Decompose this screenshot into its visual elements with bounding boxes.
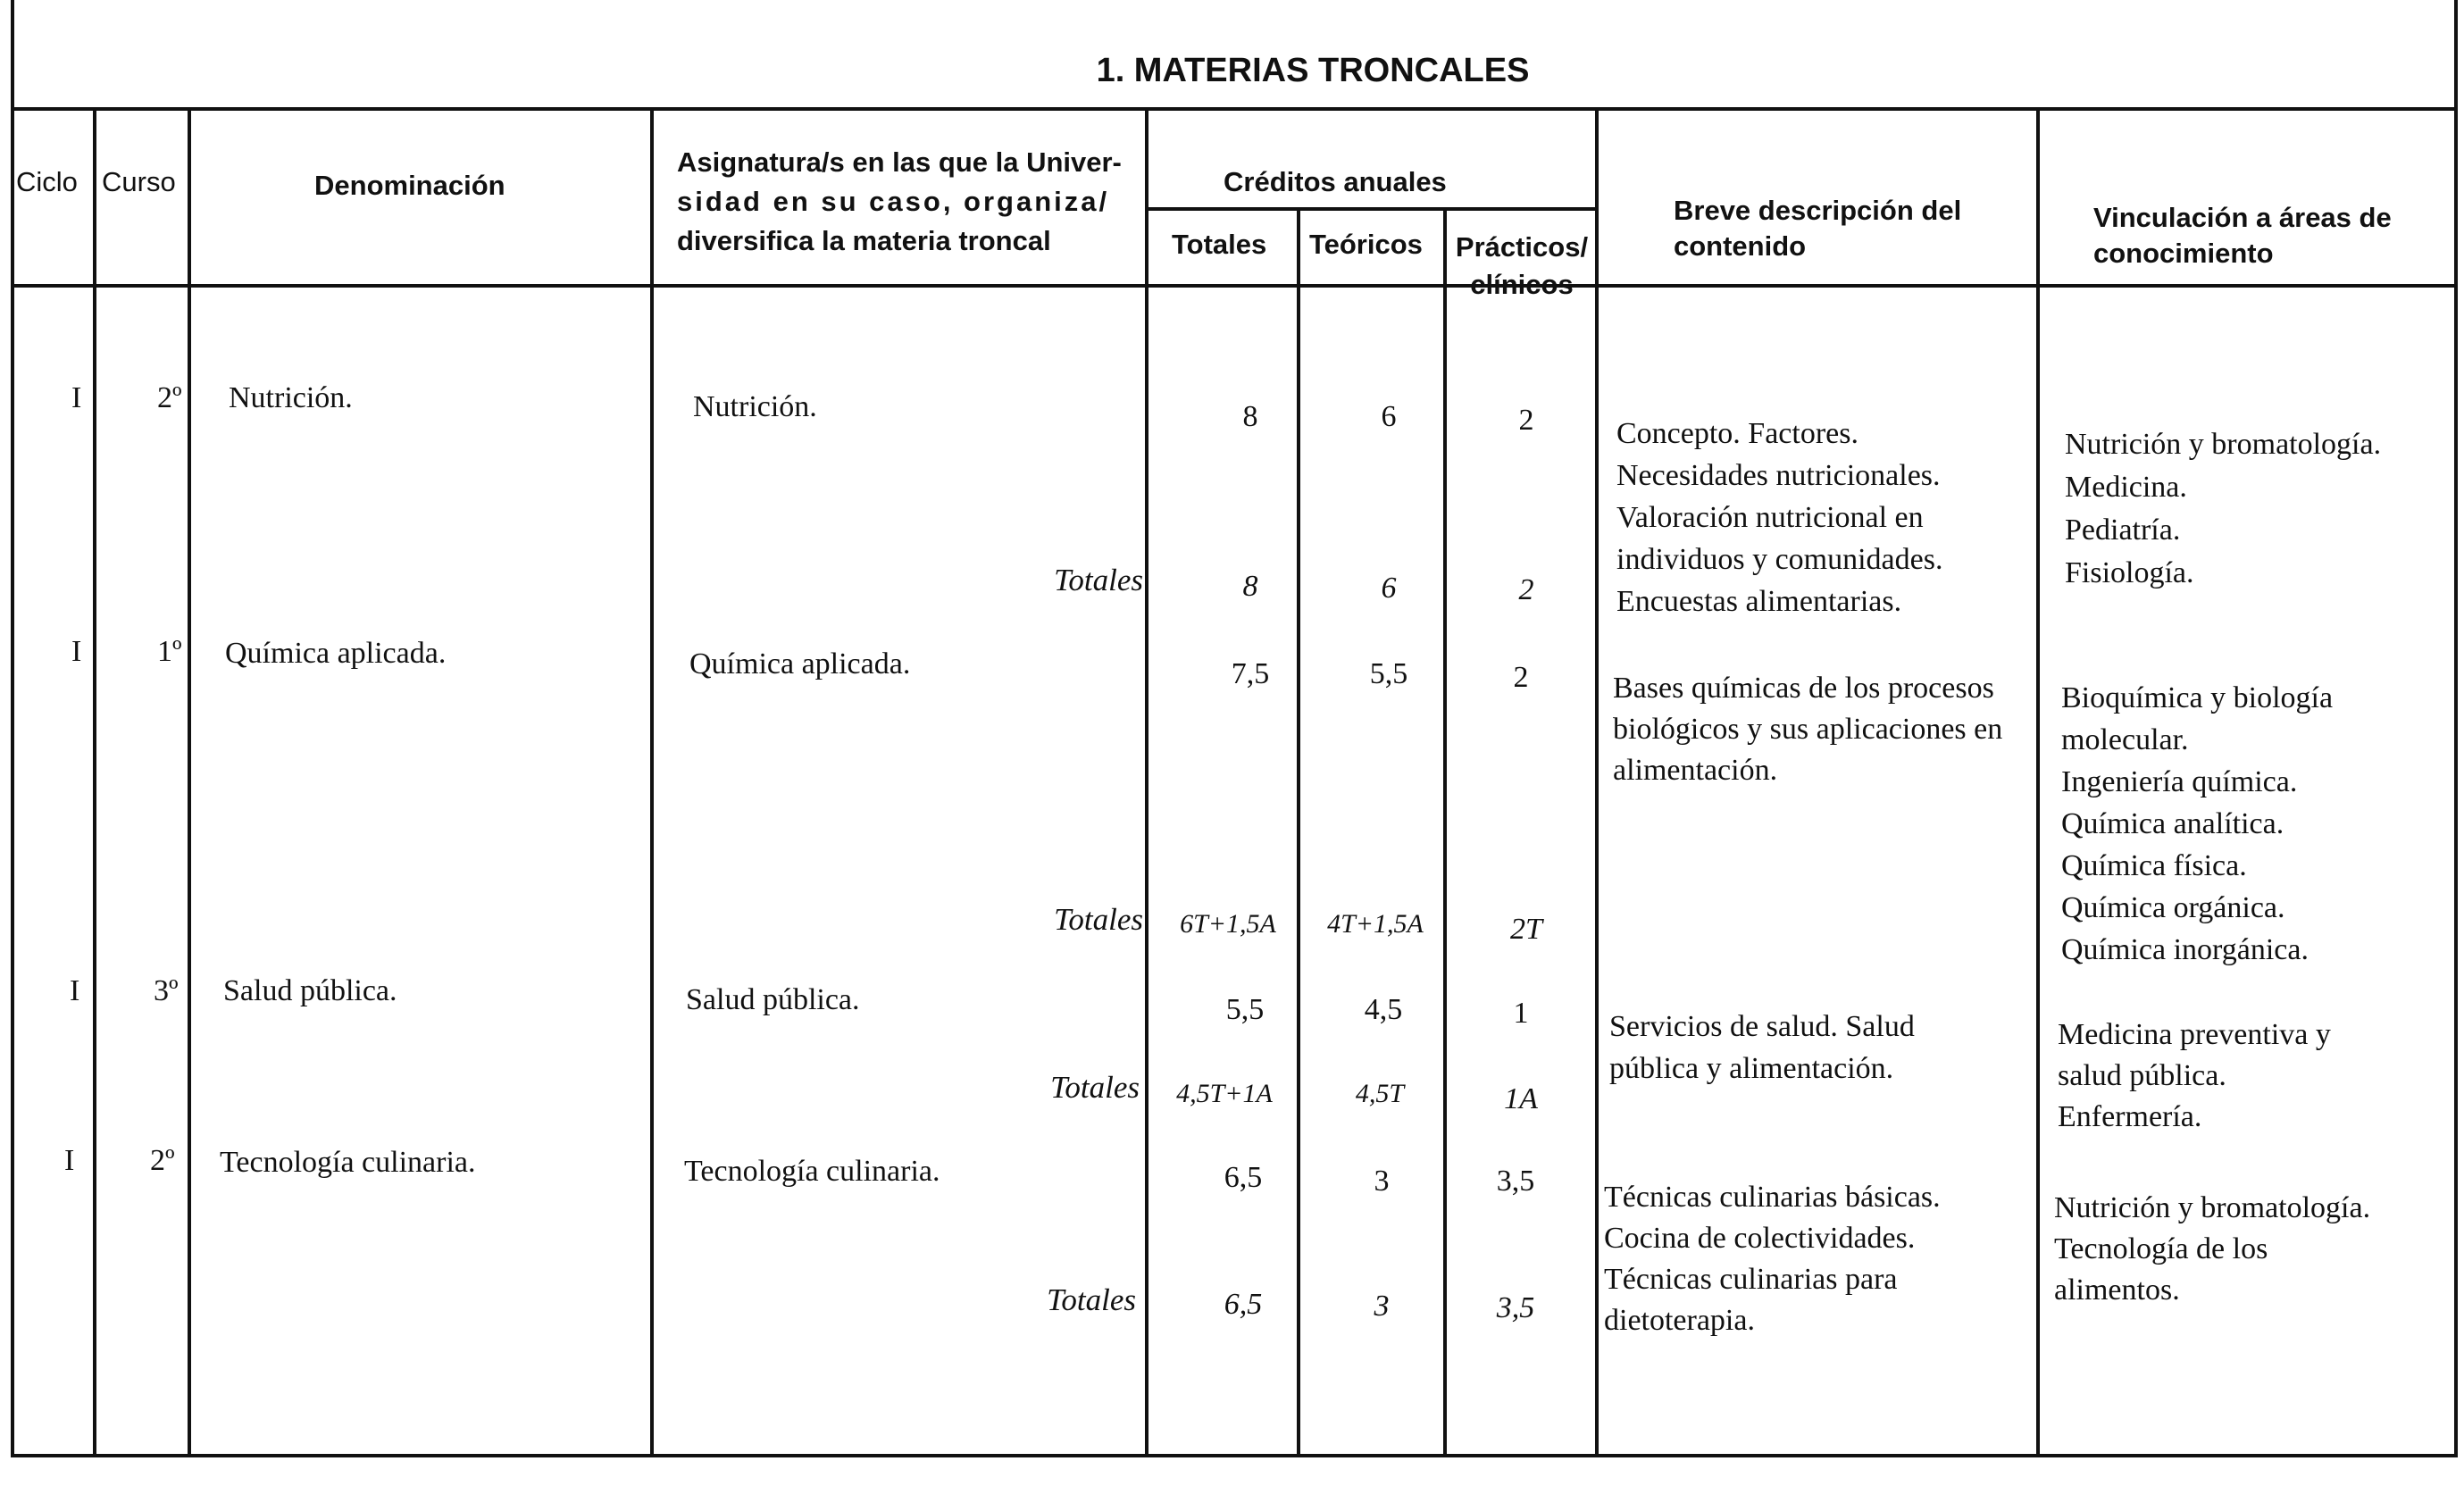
row4-sum-practicos: 3,5	[1496, 1291, 1535, 1324]
row3-teoricos: 4,5	[1364, 993, 1403, 1026]
row2-sum-totales: 6T+1,5A	[1180, 909, 1276, 939]
header-descripcion: Breve descripción del contenido	[1674, 195, 1962, 262]
row4-asignatura: Tecnología culinaria.	[684, 1155, 940, 1188]
col-divider-practicos	[1595, 109, 1599, 1454]
row3-curso: 3º	[154, 974, 179, 1007]
row3-vinculacion: Medicina preventiva y salud pública. Enfermería.	[2058, 1018, 2331, 1133]
row4-ciclo: I	[64, 1144, 75, 1177]
row3-totales: 5,5	[1225, 993, 1265, 1026]
header-divider	[11, 284, 2454, 288]
row3-totales-label: Totales	[1050, 1070, 1140, 1105]
col-divider-totales	[1297, 209, 1300, 1454]
row1-curso: 2º	[157, 381, 182, 414]
col-divider-denominacion	[650, 109, 654, 1454]
row4-curso: 2º	[150, 1144, 175, 1177]
col-divider-asignatura	[1145, 109, 1148, 1454]
row4-totales-label: Totales	[1047, 1282, 1136, 1317]
header-denominacion: Denominación	[314, 170, 505, 201]
row4-totales: 6,5	[1224, 1161, 1263, 1194]
row2-sum-teoricos: 4T+1,5A	[1327, 909, 1424, 939]
header-asignaturas: Asignatura/s en las que la Univer- sidad en su caso, organiza/ diversifica la materia troncal	[677, 146, 1122, 256]
header-vinculacion: Vinculación a áreas de conocimiento	[2093, 202, 2392, 269]
row2-totales: 7,5	[1231, 657, 1270, 690]
row2-practicos: 2	[1513, 661, 1529, 694]
row1-teoricos: 6	[1381, 400, 1397, 433]
col-divider-teoricos	[1443, 209, 1447, 1454]
row1-descripcion: Concepto. Factores. Necesidades nutricionales. Valoración nutricional en individuos y comunidades. Encuestas alimentarias.	[1616, 417, 1943, 618]
row2-denominacion: Química aplicada.	[225, 637, 447, 670]
row4-practicos: 3,5	[1496, 1165, 1535, 1198]
col-divider-curso	[188, 109, 191, 1454]
header-totales: Totales	[1172, 229, 1267, 260]
col-divider-ciclo	[93, 109, 96, 1454]
row2-totales-label: Totales	[1054, 902, 1143, 937]
row3-ciclo: I	[70, 974, 80, 1007]
row3-sum-practicos: 1A	[1504, 1082, 1538, 1115]
row1-totales-label: Totales	[1054, 563, 1143, 597]
row4-descripcion: Técnicas culinarias básicas. Cocina de colectividades. Técnicas culinarias para dietoterapia.	[1604, 1181, 1941, 1337]
row1-sum-totales: 8	[1242, 570, 1258, 603]
row1-asignatura: Nutrición.	[693, 390, 817, 423]
row2-vinculacion: Bioquímica y biología molecular. Ingeniería química. Química analítica. Química física. Química orgánica. Química inorgánica.	[2061, 681, 2334, 966]
row2-ciclo: I	[71, 635, 82, 668]
row4-teoricos: 3	[1374, 1165, 1390, 1198]
creditos-divider	[1145, 207, 1599, 211]
header-curso: Curso	[102, 166, 176, 197]
row1-ciclo: I	[71, 381, 82, 414]
row1-denominacion: Nutrición.	[229, 381, 353, 414]
row1-vinculacion: Nutrición y bromatología. Medicina. Pediatría. Fisiología.	[2065, 428, 2382, 589]
row4-sum-totales: 6,5	[1224, 1288, 1263, 1321]
title-divider	[11, 107, 2454, 111]
row2-sum-practicos: 2T	[1510, 913, 1542, 946]
row4-denominacion: Tecnología culinaria.	[220, 1146, 476, 1179]
row4-vinculacion: Nutrición y bromatología. Tecnología de los alimentos.	[2054, 1191, 2371, 1307]
row1-totales: 8	[1242, 400, 1258, 433]
page-title: 1. MATERIAS TRONCALES	[1096, 52, 1530, 89]
row2-descripcion: Bases químicas de los procesos biológicos y sus aplicaciones en alimentación.	[1613, 672, 2003, 787]
header-creditos-anuales: Créditos anuales	[1224, 166, 1447, 197]
col-divider-descripcion	[2036, 109, 2040, 1454]
row3-descripcion: Servicios de salud. Salud pública y alimentación.	[1609, 1010, 1915, 1085]
header-practicos: Prácticos/ clínicos	[1455, 231, 1589, 300]
row2-teoricos: 5,5	[1369, 657, 1408, 690]
row3-denominacion: Salud pública.	[223, 974, 397, 1007]
row3-sum-teoricos: 4,5T	[1355, 1079, 1405, 1108]
row3-asignatura: Salud pública.	[686, 983, 860, 1016]
header-teoricos: Teóricos	[1309, 229, 1423, 260]
row1-practicos: 2	[1518, 404, 1534, 437]
row2-curso: 1º	[157, 635, 182, 668]
row3-practicos: 1	[1513, 997, 1529, 1030]
row3-sum-totales: 4,5T+1A	[1176, 1079, 1273, 1108]
row2-asignatura: Química aplicada.	[689, 647, 911, 681]
row4-sum-teoricos: 3	[1374, 1290, 1390, 1323]
row1-sum-teoricos: 6	[1381, 572, 1397, 605]
row1-sum-practicos: 2	[1518, 573, 1534, 606]
header-ciclo: Ciclo	[16, 166, 78, 197]
